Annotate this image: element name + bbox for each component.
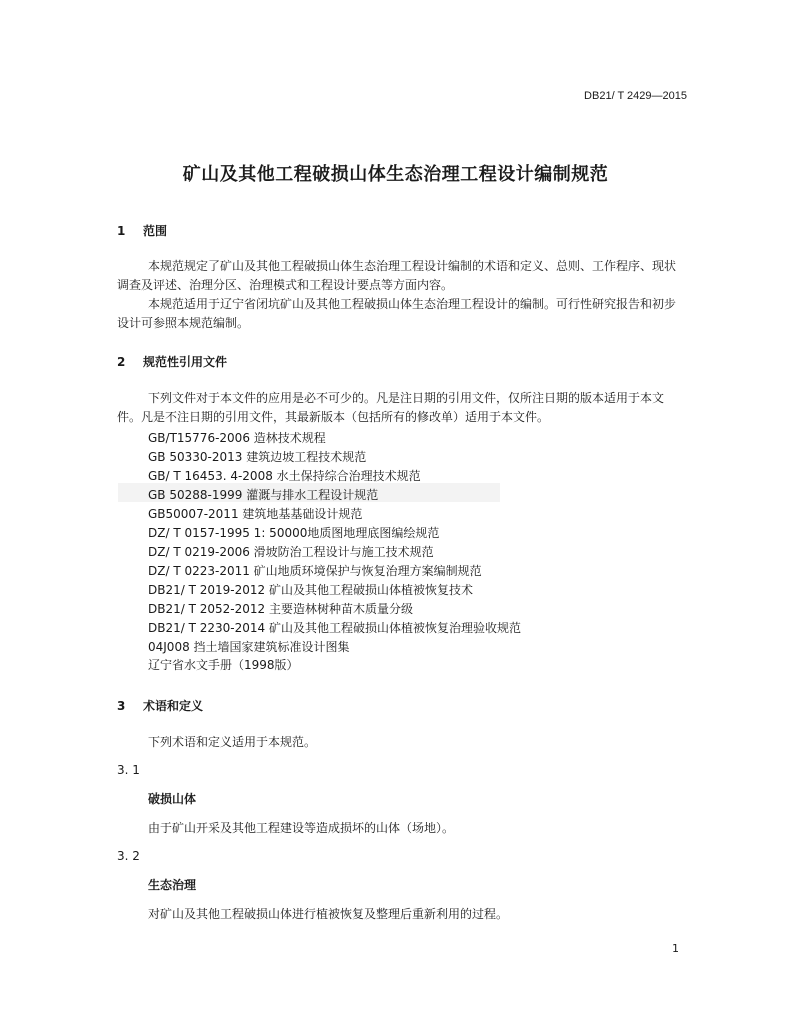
section-number: 3 xyxy=(117,699,126,713)
references-intro: 下列文件对于本文件的应用是必不可少的。凡是注日期的引用文件，仅所注日期的版本适用于本文件。凡是不注日期的引用文件，其最新版本（包括所有的修改单）适用于本文件。 xyxy=(117,391,665,424)
section-title: 规范性引用文件 xyxy=(143,355,228,369)
scope-paragraph-1: 本规范规定了矿山及其他工程破损山体生态治理工程设计编制的术语和定义、总则、工作程序、现状调查及评述、治理分区、治理模式和工程设计要点等方面内容。 xyxy=(117,259,677,292)
term-title: 破损山体 xyxy=(148,792,197,806)
section-number: 2 xyxy=(117,355,126,369)
reference-item: 04J008 挡土墙国家建筑标准设计图集 xyxy=(148,640,350,654)
reference-item: GB50007-2011 建筑地基基础设计规范 xyxy=(148,507,363,521)
section-2-heading xyxy=(117,353,227,370)
document-title: 矿山及其他工程破损山体生态治理工程设计编制规范 xyxy=(182,164,609,185)
reference-item: GB 50288-1999 灌溉与排水工程设计规范 xyxy=(148,488,379,502)
section-3-heading xyxy=(117,697,203,714)
section-title: 范围 xyxy=(143,224,168,238)
reference-item: DZ/ T 0157-1995 1: 50000地质图地理底图编绘规范 xyxy=(148,526,440,540)
reference-item: GB/T15776-2006 造林技术规程 xyxy=(148,431,326,445)
reference-item: DZ/ T 0219-2006 滑坡防治工程设计与施工技术规范 xyxy=(148,545,434,559)
section-1-heading xyxy=(117,222,167,239)
terms-intro: 下列术语和定义适用于本规范。 xyxy=(148,735,317,749)
clause-number: 3. 2 xyxy=(117,849,140,863)
standard-code: DB21/ T 2429—2015 xyxy=(584,90,687,102)
term-title: 生态治理 xyxy=(148,878,197,892)
reference-item: GB/ T 16453. 4-2008 水土保持综合治理技术规范 xyxy=(148,469,421,483)
reference-item: DB21/ T 2052-2012 主要造林树种苗木质量分级 xyxy=(148,602,413,616)
section-number: 1 xyxy=(117,224,126,238)
scope-paragraph-2: 本规范适用于辽宁省闭坑矿山及其他工程破损山体生态治理工程设计的编制。可行性研究报告和初步设计可参照本规范编制。 xyxy=(117,297,677,330)
term-definition: 对矿山及其他工程破损山体进行植被恢复及整理后重新利用的过程。 xyxy=(148,907,509,921)
reference-item: DZ/ T 0223-2011 矿山地质环境保护与恢复治理方案编制规范 xyxy=(148,564,482,578)
reference-item: DB21/ T 2230-2014 矿山及其他工程破损山体植被恢复治理验收规范 xyxy=(148,621,521,635)
reference-item: 辽宁省水文手册（1998版） xyxy=(148,658,299,672)
reference-item: GB 50330-2013 建筑边坡工程技术规范 xyxy=(148,450,367,464)
term-definition: 由于矿山开采及其他工程建设等造成损坏的山体（场地）。 xyxy=(148,821,455,835)
page-number: 1 xyxy=(672,942,679,955)
clause-number: 3. 1 xyxy=(117,763,140,777)
section-title: 术语和定义 xyxy=(143,699,204,713)
reference-item: DB21/ T 2019-2012 矿山及其他工程破损山体植被恢复技术 xyxy=(148,583,473,597)
